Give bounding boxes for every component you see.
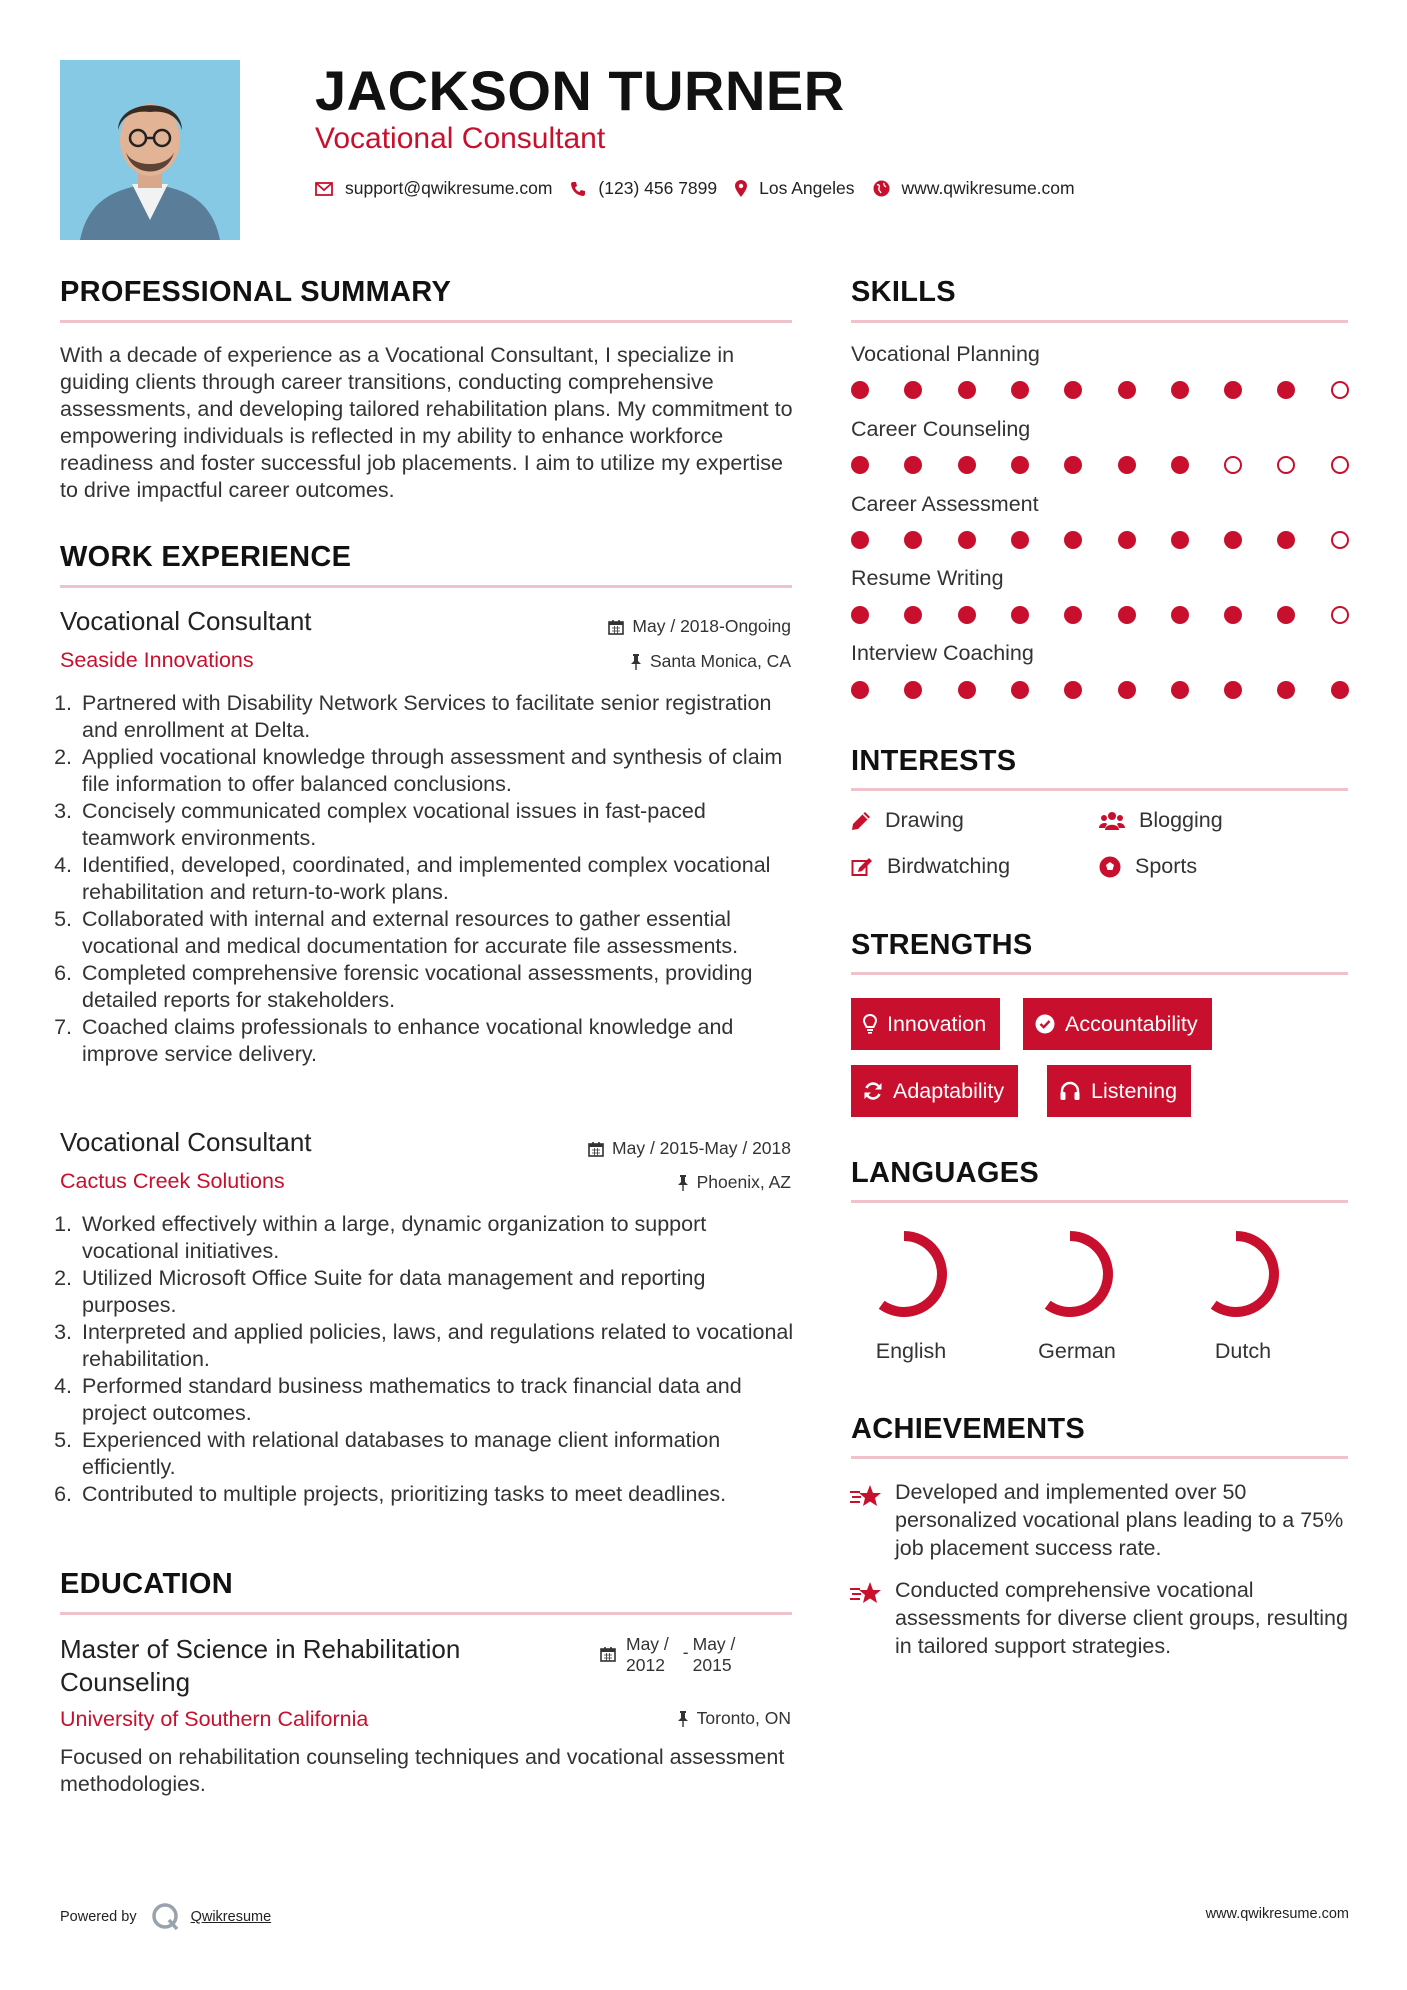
- footer-website[interactable]: www.qwikresume.com: [1205, 1906, 1349, 1922]
- list-item: 5. Experienced with relational databases to manage client information efficiently.: [78, 1427, 800, 1481]
- language-name: Dutch: [1214, 1339, 1272, 1363]
- skill-name: Resume Writing: [851, 566, 1004, 590]
- thumbtack-icon: [677, 1711, 689, 1727]
- contact-website[interactable]: [873, 178, 1075, 199]
- skill-dot-filled: [958, 681, 976, 699]
- skill-dot-filled: [1118, 381, 1136, 399]
- edit-icon: [851, 857, 873, 877]
- headphones-icon: [1059, 1081, 1081, 1101]
- interests-heading: INTERESTS: [851, 745, 1017, 777]
- achievements-rule: [851, 1456, 1348, 1459]
- interest-sports: [1099, 854, 1197, 879]
- education-start-month: May /: [626, 1634, 669, 1654]
- skill-dot-filled: [1277, 681, 1295, 699]
- education-rule: [60, 1612, 792, 1615]
- achievement-item: Conducted comprehensive vocational assessments for diverse client groups, resulting in tailored support strategies.: [895, 1578, 1348, 1658]
- degree-line-2: Counseling: [60, 1667, 191, 1697]
- lightbulb-icon: [863, 1014, 877, 1034]
- skill-dot-filled: [1277, 381, 1295, 399]
- strength-label: Adaptability: [893, 1078, 1005, 1103]
- list-item: 6. Contributed to multiple projects, prioritizing tasks to meet deadlines.: [78, 1481, 800, 1508]
- degree-line-1: Master of Science in Rehabilitation: [60, 1634, 461, 1664]
- education-school: University of Southern California: [60, 1707, 369, 1731]
- skill-dot-filled: [1118, 531, 1136, 549]
- language-name: German: [1038, 1339, 1116, 1363]
- skill-dot-filled: [1224, 681, 1242, 699]
- calendar-icon: [588, 1141, 604, 1157]
- check-circle-icon: [1035, 1014, 1055, 1034]
- skill-dot-filled: [904, 381, 922, 399]
- list-item: 6. Completed comprehensive forensic vocational assessments, providing detailed reports for stakeholders.: [78, 960, 800, 1014]
- skill-dot-filled: [904, 456, 922, 474]
- skill-dot-filled: [1277, 531, 1295, 549]
- summary-heading: PROFESSIONAL SUMMARY: [60, 276, 452, 308]
- phone-icon: [570, 181, 586, 197]
- skill-dot-filled: [1224, 381, 1242, 399]
- list-item: 4. Performed standard business mathematics to track financial data and project outcomes.: [78, 1373, 800, 1427]
- interest-blogging: [1099, 808, 1223, 833]
- education-dates: May / 2012 - May / 2015: [600, 1634, 735, 1676]
- skill-dot-filled: [1011, 456, 1029, 474]
- job-2-dates: [588, 1138, 791, 1159]
- skill-dot-filled: [1011, 381, 1029, 399]
- skill-dot-filled: [1171, 606, 1189, 624]
- skill-dot-filled: [958, 606, 976, 624]
- interest-label: Sports: [1135, 854, 1198, 878]
- education-end-month: May /: [692, 1634, 736, 1654]
- strength-badge: [1023, 998, 1212, 1050]
- skill-dot-filled: [904, 606, 922, 624]
- job-2-dates-text: May / 2015-May / 2018: [612, 1138, 791, 1158]
- job-1-location: [630, 651, 791, 672]
- skill-dot-filled: [1064, 681, 1082, 699]
- contact-email-text: support@qwikresume.com: [345, 178, 553, 198]
- skill-name: Career Counseling: [851, 417, 1031, 441]
- skill-dot-filled: [851, 531, 869, 549]
- profile-photo: [60, 60, 240, 240]
- skill-dot-filled: [958, 531, 976, 549]
- skill-dot-filled: [1064, 381, 1082, 399]
- strengths-rule: [851, 972, 1348, 975]
- skill-dot-filled: [1171, 456, 1189, 474]
- skill-dot-filled: [1064, 456, 1082, 474]
- award-star-icon: [849, 1483, 883, 1511]
- skill-dot-filled: [904, 531, 922, 549]
- strength-badge: [1047, 1065, 1191, 1117]
- list-item: 5. Collaborated with internal and external resources to gather essential vocational and medical documentation for accurate file assessments.: [78, 906, 800, 960]
- skill-dot-filled: [904, 681, 922, 699]
- skill-dot-filled: [1171, 381, 1189, 399]
- skill-dot-filled: [851, 681, 869, 699]
- job-1-duties: [60, 690, 800, 1068]
- language-name: English: [875, 1339, 947, 1363]
- experience-heading: WORK EXPERIENCE: [60, 541, 352, 573]
- education-location-text: Toronto, ON: [696, 1708, 791, 1728]
- envelope-icon: [315, 182, 333, 196]
- job-1-company: Seaside Innovations: [60, 648, 254, 672]
- language-proficiency-ring: [858, 1228, 950, 1320]
- users-icon: [1099, 811, 1125, 831]
- list-item: 7. Coached claims professionals to enhance vocational knowledge and improve service delivery.: [78, 1014, 800, 1068]
- skill-dot-filled: [1224, 606, 1242, 624]
- contact-website-text: www.qwikresume.com: [901, 178, 1075, 198]
- thumbtack-icon: [677, 1175, 689, 1191]
- interest-label: Blogging: [1139, 808, 1223, 832]
- interest-birdwatching: [851, 854, 1010, 879]
- strength-badge: [851, 1065, 1018, 1117]
- skill-name: Vocational Planning: [851, 342, 1040, 366]
- skill-dot-filled: [1118, 681, 1136, 699]
- summary-rule: [60, 320, 792, 323]
- skill-dot-empty: [1331, 606, 1349, 624]
- footer-powered-by: [60, 1902, 271, 1932]
- education-heading: EDUCATION: [60, 1568, 233, 1600]
- experience-rule: [60, 585, 792, 588]
- skill-dot-empty: [1224, 456, 1242, 474]
- powered-by-text: Powered by: [60, 1909, 137, 1925]
- skill-dot-filled: [1011, 606, 1029, 624]
- skills-rule: [851, 320, 1348, 323]
- language-arc: [882, 1236, 942, 1312]
- education-location: [677, 1708, 791, 1729]
- summary-text: With a decade of experience as a Vocational Consultant, I specialize in guiding clients through career transitions, conducting comprehensive assessments, and developing tailored rehabilitation plans. My commitment to empowering individuals is reflected in my ability to enhance workforce readiness and foster successful job placements. I aim to utilize my expertise to drive impactful career outcomes.: [60, 343, 793, 502]
- skill-dot-filled: [851, 381, 869, 399]
- skill-dot-filled: [1064, 606, 1082, 624]
- contact-phone[interactable]: [570, 178, 717, 199]
- map-marker-icon: [735, 180, 747, 197]
- languages-heading: LANGUAGES: [851, 1157, 1039, 1189]
- contact-bar: [315, 178, 1093, 199]
- skills-heading: SKILLS: [851, 276, 956, 308]
- skill-dot-filled: [1224, 531, 1242, 549]
- language-arc: [1048, 1236, 1108, 1312]
- list-item: 2. Utilized Microsoft Office Suite for data management and reporting purposes.: [78, 1265, 800, 1319]
- list-item: 1. Partnered with Disability Network Services to facilitate senior registration and enrollment at Delta.: [78, 690, 800, 744]
- contact-email[interactable]: [315, 178, 552, 199]
- skill-dot-filled: [1011, 531, 1029, 549]
- strength-label: Innovation: [887, 1011, 987, 1036]
- globe-icon: [873, 180, 890, 197]
- language-proficiency-ring: [1190, 1228, 1282, 1320]
- candidate-name: JACKSON TURNER: [315, 59, 845, 122]
- skill-name: Career Assessment: [851, 492, 1039, 516]
- education-start-year: 2012: [626, 1655, 665, 1675]
- list-item: 4. Identified, developed, coordinated, and implemented complex vocational rehabilitation and return-to-work plans.: [78, 852, 800, 906]
- thumbtack-icon: [630, 654, 642, 670]
- job-1-dates-text: May / 2018-Ongoing: [632, 616, 791, 636]
- skill-dot-filled: [1118, 456, 1136, 474]
- skill-rating: [851, 605, 1351, 625]
- interest-drawing: [851, 808, 964, 833]
- language-proficiency-ring: [1024, 1228, 1116, 1320]
- strength-label: Accountability: [1065, 1011, 1198, 1036]
- skill-dot-empty: [1331, 381, 1349, 399]
- skill-dot-filled: [1171, 681, 1189, 699]
- skill-dot-filled: [958, 456, 976, 474]
- strength-badge: [851, 998, 1000, 1050]
- list-item: 3. Concisely communicated complex vocational issues in fast-paced teamwork environments.: [78, 798, 800, 852]
- skill-dot-empty: [1277, 456, 1295, 474]
- award-star-icon: [849, 1580, 883, 1608]
- education-description: Focused on rehabilitation counseling techniques and vocational assessment methodologies.: [60, 1745, 785, 1796]
- contact-phone-text: (123) 456 7899: [598, 178, 718, 198]
- strength-label: Listening: [1091, 1078, 1178, 1103]
- list-item: 2. Applied vocational knowledge through assessment and synthesis of claim file information to offer balanced conclusions.: [78, 744, 800, 798]
- soccer-ball-icon: [1099, 856, 1121, 878]
- job-1-title: Vocational Consultant: [60, 606, 312, 636]
- job-1-dates: [608, 616, 791, 637]
- job-2-title: Vocational Consultant: [60, 1127, 312, 1157]
- job-2-location: [677, 1172, 791, 1193]
- skill-rating: [851, 530, 1351, 550]
- skill-dot-filled: [851, 606, 869, 624]
- languages-rule: [851, 1200, 1348, 1203]
- skill-dot-filled: [1064, 531, 1082, 549]
- skill-dot-empty: [1331, 456, 1349, 474]
- achievements-heading: ACHIEVEMENTS: [851, 1413, 1086, 1445]
- qwikresume-logo-icon: [151, 1902, 181, 1932]
- skill-dot-filled: [1171, 531, 1189, 549]
- skill-dot-filled: [1277, 606, 1295, 624]
- refresh-icon: [863, 1081, 883, 1101]
- skill-rating: [851, 680, 1351, 700]
- calendar-icon: [608, 619, 624, 635]
- candidate-title: Vocational Consultant: [315, 122, 606, 155]
- qwikresume-link[interactable]: Qwikresume: [190, 1909, 272, 1925]
- job-2-company: Cactus Creek Solutions: [60, 1169, 285, 1193]
- skill-rating: [851, 455, 1351, 475]
- job-2-location-text: Phoenix, AZ: [696, 1172, 791, 1192]
- skill-dot-filled: [958, 381, 976, 399]
- list-item: 1. Worked effectively within a large, dynamic organization to support vocational initiatives.: [78, 1211, 800, 1265]
- education-end-year: 2015: [692, 1655, 732, 1675]
- interest-label: Drawing: [885, 808, 964, 832]
- pencil-icon: [851, 811, 871, 831]
- list-item: 3. Interpreted and applied policies, laws, and regulations related to vocational rehabilitation.: [78, 1319, 800, 1373]
- job-1-location-text: Santa Monica, CA: [649, 651, 791, 671]
- skill-dot-empty: [1331, 531, 1349, 549]
- language-arc: [1214, 1236, 1274, 1312]
- contact-location: [735, 178, 854, 199]
- interest-label: Birdwatching: [887, 854, 1011, 878]
- contact-location-text: Los Angeles: [759, 178, 855, 198]
- job-2-duties: [60, 1211, 800, 1508]
- skill-dot-filled: [1118, 606, 1136, 624]
- achievement-item: Developed and implemented over 50 personalized vocational plans leading to a 75% job placement success rate.: [895, 1480, 1344, 1560]
- skill-name: Interview Coaching: [851, 641, 1034, 665]
- skill-dot-filled: [1011, 681, 1029, 699]
- strengths-heading: STRENGTHS: [851, 929, 1033, 961]
- skill-rating: [851, 380, 1351, 400]
- interests-rule: [851, 788, 1348, 791]
- skill-dot-filled: [1331, 681, 1349, 699]
- calendar-icon: [600, 1646, 616, 1662]
- skill-dot-filled: [851, 456, 869, 474]
